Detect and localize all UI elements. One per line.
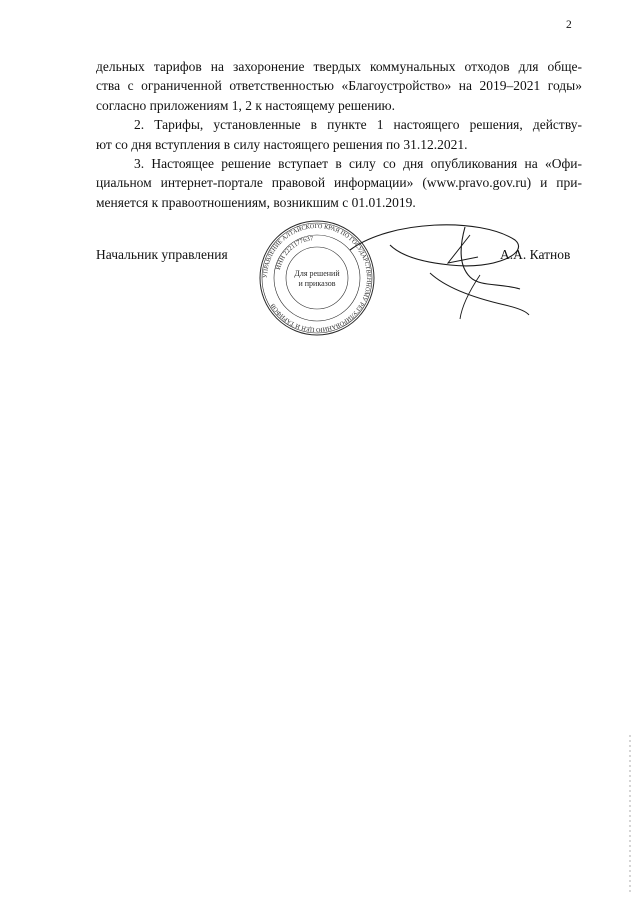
paragraph-2-line-2: ют со дня вступления в силу настоящего решения по 31.12.2021. [96, 136, 468, 152]
stamp-inn-text: ИНН 2221177637 [274, 235, 314, 271]
paragraph-2-line-1: 2. Тарифы, установленные в пункте 1 настоящего решения, действу- [134, 117, 582, 133]
paragraph-3-line-2: циальном интернет-портале правовой информации» (www.pravo.gov.ru) и при- [96, 175, 582, 191]
paragraph-3-line-3: меняется к правоотношениям, возникшим с 01.01.2019. [96, 194, 416, 210]
scan-edge-marks [628, 735, 632, 895]
paragraph-1-line-3: согласно приложениям 1, 2 к настоящему решению. [96, 97, 396, 113]
signatory-name: А.А. Катнов [500, 247, 571, 262]
stamp-outer-text: УПРАВЛЕНИЕ АЛТАЙСКОГО КРАЯ ПО ГОСУДАРСТВЕННОМУ РЕГУЛИРОВАНИЮ ЦЕН И ТАРИФОВ [261, 222, 373, 334]
paragraph-1-line-1: дельных тарифов на захоронение твердых коммунальных отходов для обще- [96, 59, 582, 74]
stamp-center-line-1: Для решений [294, 269, 340, 278]
handwritten-signature [330, 215, 530, 325]
document-body [96, 57, 582, 212]
stamp-center-line-2: и приказов [298, 279, 336, 288]
page-number: 2 [566, 19, 572, 31]
signatory-title: Начальник управления [96, 247, 228, 262]
paragraph-3-line-1: 3. Настоящее решение вступает в силу со дня опубликования на «Офи- [134, 156, 582, 172]
paragraph-1-line-2: ства с ограниченной ответственностью «Благоустройство» на 2019–2021 годы» [96, 78, 582, 94]
